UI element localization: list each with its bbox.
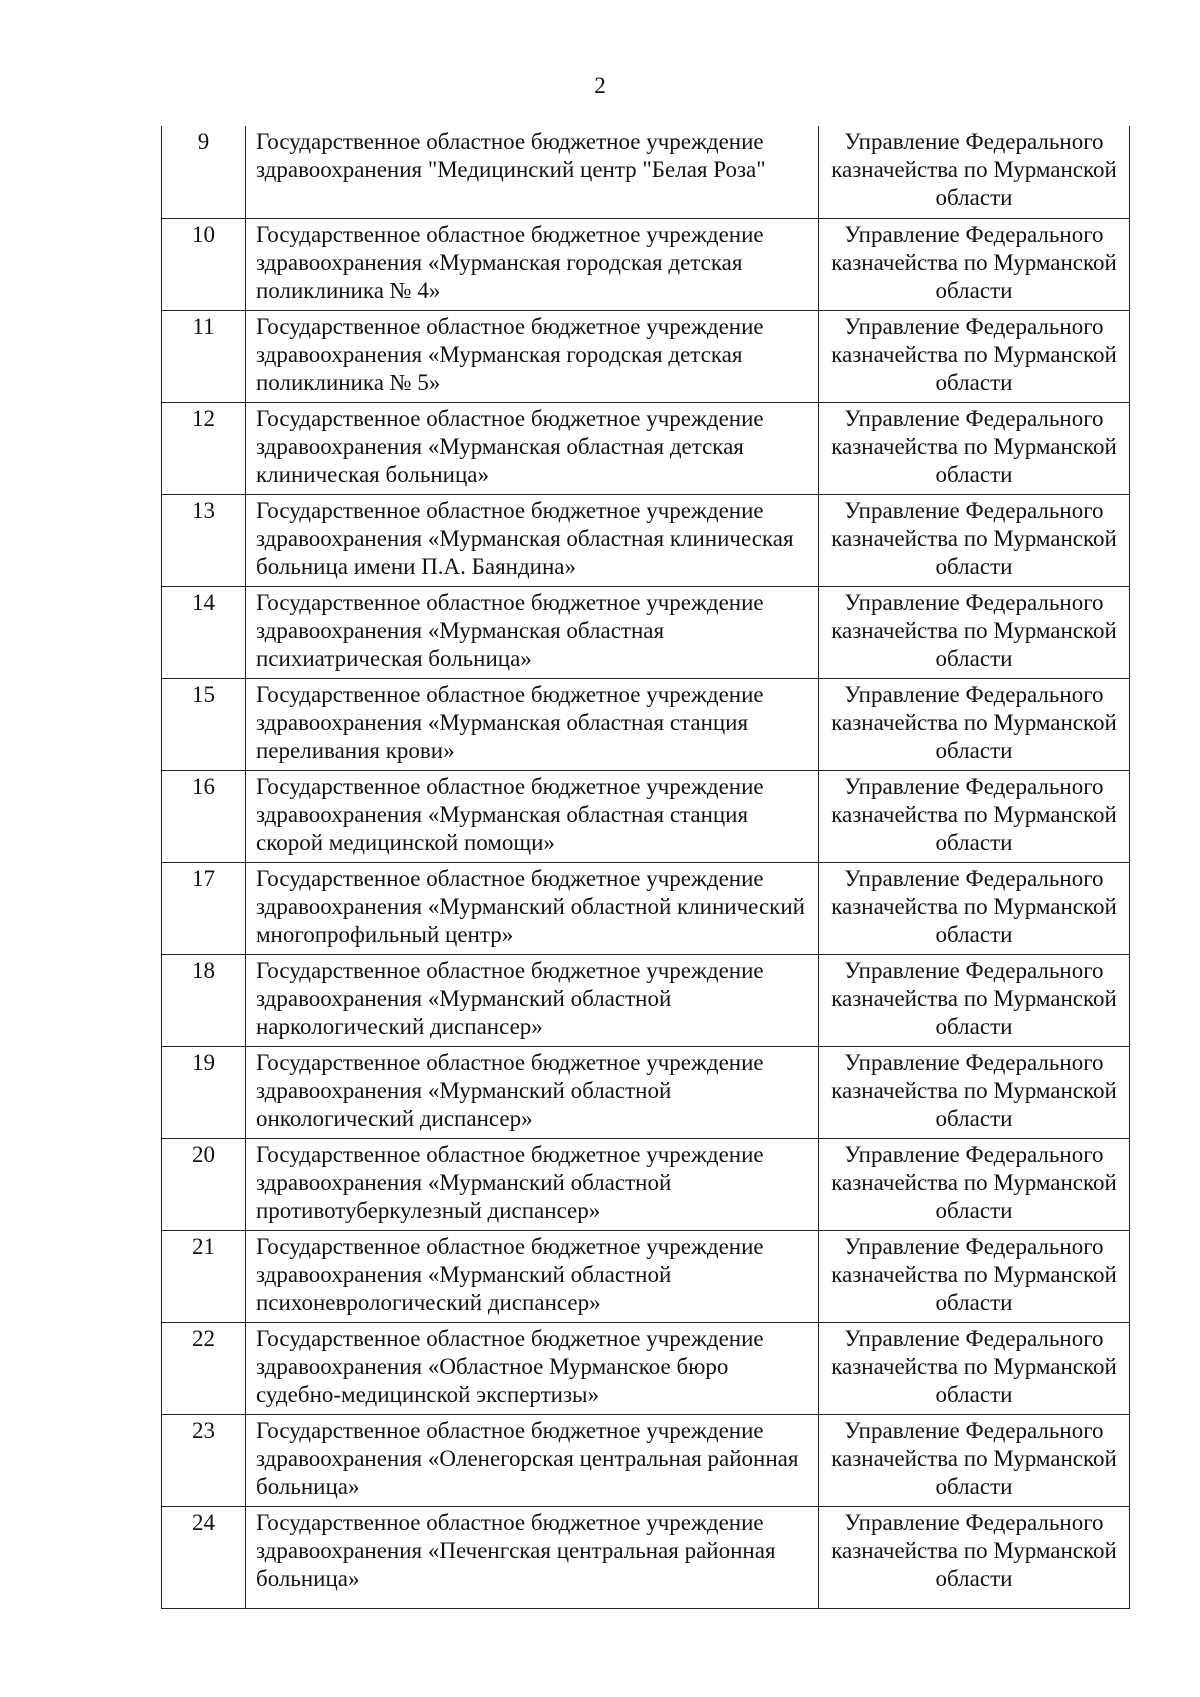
treasury-office: Управление Федерального казначейства по Мурманской области xyxy=(819,1322,1130,1414)
institution-name: Государственное областное бюджетное учреждение здравоохранения «Мурманская городская детская поликлиника № 5» xyxy=(246,310,819,402)
institution-name: Государственное областное бюджетное учреждение здравоохранения «Мурманский областной клинический многопрофильный центр» xyxy=(246,862,819,954)
treasury-office: Управление Федерального казначейства по Мурманской области xyxy=(819,586,1130,678)
treasury-office: Управление Федерального казначейства по Мурманской области xyxy=(819,1506,1130,1608)
table-row xyxy=(162,1414,1130,1506)
table-row xyxy=(162,126,1130,218)
table-row xyxy=(162,1506,1130,1608)
table-row xyxy=(162,954,1130,1046)
row-number: 13 xyxy=(162,494,246,586)
institution-name: Государственное областное бюджетное учреждение здравоохранения «Мурманская областная психиатрическая больница» xyxy=(246,586,819,678)
row-number: 17 xyxy=(162,862,246,954)
row-number: 23 xyxy=(162,1414,246,1506)
table-row xyxy=(162,1138,1130,1230)
row-number: 21 xyxy=(162,1230,246,1322)
institution-name: Государственное областное бюджетное учреждение здравоохранения «Мурманская областная клиническая больница имени П.А. Баяндина» xyxy=(246,494,819,586)
row-number: 24 xyxy=(162,1506,246,1608)
treasury-office: Управление Федерального казначейства по Мурманской области xyxy=(819,770,1130,862)
table-row xyxy=(162,1230,1130,1322)
institution-name: Государственное областное бюджетное учреждение здравоохранения "Медицинский центр "Белая Роза" xyxy=(246,126,819,218)
table-row xyxy=(162,770,1130,862)
table-row xyxy=(162,494,1130,586)
institution-name: Государственное областное бюджетное учреждение здравоохранения «Мурманский областной психоневрологический диспансер» xyxy=(246,1230,819,1322)
treasury-office: Управление Федерального казначейства по Мурманской области xyxy=(819,954,1130,1046)
institution-name: Государственное областное бюджетное учреждение здравоохранения «Оленегорская центральная районная больница» xyxy=(246,1414,819,1506)
row-number: 19 xyxy=(162,1046,246,1138)
row-number: 20 xyxy=(162,1138,246,1230)
table-row xyxy=(162,218,1130,310)
institution-name: Государственное областное бюджетное учреждение здравоохранения «Мурманский областной онкологический диспансер» xyxy=(246,1046,819,1138)
treasury-office: Управление Федерального казначейства по Мурманской области xyxy=(819,1046,1130,1138)
institution-name: Государственное областное бюджетное учреждение здравоохранения «Мурманский областной наркологический диспансер» xyxy=(246,954,819,1046)
table-row xyxy=(162,1322,1130,1414)
row-number: 10 xyxy=(162,218,246,310)
treasury-office: Управление Федерального казначейства по Мурманской области xyxy=(819,678,1130,770)
institution-name: Государственное областное бюджетное учреждение здравоохранения «Областное Мурманское бюро судебно-медицинской экспертизы» xyxy=(246,1322,819,1414)
institution-name: Государственное областное бюджетное учреждение здравоохранения «Мурманская областная станция скорой медицинской помощи» xyxy=(246,770,819,862)
row-number: 12 xyxy=(162,402,246,494)
treasury-office: Управление Федерального казначейства по Мурманской области xyxy=(819,1138,1130,1230)
treasury-office: Управление Федерального казначейства по Мурманской области xyxy=(819,1414,1130,1506)
institutions-table-body xyxy=(162,126,1130,1608)
table-row xyxy=(162,678,1130,770)
table-row xyxy=(162,310,1130,402)
treasury-office: Управление Федерального казначейства по Мурманской области xyxy=(819,310,1130,402)
table-row xyxy=(162,1046,1130,1138)
treasury-office: Управление Федерального казначейства по Мурманской области xyxy=(819,494,1130,586)
page-number: 2 xyxy=(594,73,606,98)
table-row xyxy=(162,862,1130,954)
row-number: 16 xyxy=(162,770,246,862)
treasury-office: Управление Федерального казначейства по Мурманской области xyxy=(819,402,1130,494)
row-number: 22 xyxy=(162,1322,246,1414)
treasury-office: Управление Федерального казначейства по Мурманской области xyxy=(819,126,1130,218)
treasury-office: Управление Федерального казначейства по Мурманской области xyxy=(819,862,1130,954)
institution-name: Государственное областное бюджетное учреждение здравоохранения «Мурманская областная станция переливания крови» xyxy=(246,678,819,770)
institution-name: Государственное областное бюджетное учреждение здравоохранения «Мурманская городская детская поликлиника № 4» xyxy=(246,218,819,310)
institution-name: Государственное областное бюджетное учреждение здравоохранения «Мурманская областная детская клиническая больница» xyxy=(246,402,819,494)
treasury-office: Управление Федерального казначейства по Мурманской области xyxy=(819,1230,1130,1322)
treasury-office: Управление Федерального казначейства по Мурманской области xyxy=(819,218,1130,310)
row-number: 14 xyxy=(162,586,246,678)
row-number: 15 xyxy=(162,678,246,770)
institutions-table xyxy=(161,126,1130,1609)
table-row xyxy=(162,586,1130,678)
row-number: 9 xyxy=(162,126,246,218)
row-number: 11 xyxy=(162,310,246,402)
institution-name: Государственное областное бюджетное учреждение здравоохранения «Печенгская центральная районная больница» xyxy=(246,1506,819,1608)
institution-name: Государственное областное бюджетное учреждение здравоохранения «Мурманский областной противотуберкулезный диспансер» xyxy=(246,1138,819,1230)
row-number: 18 xyxy=(162,954,246,1046)
table-row xyxy=(162,402,1130,494)
